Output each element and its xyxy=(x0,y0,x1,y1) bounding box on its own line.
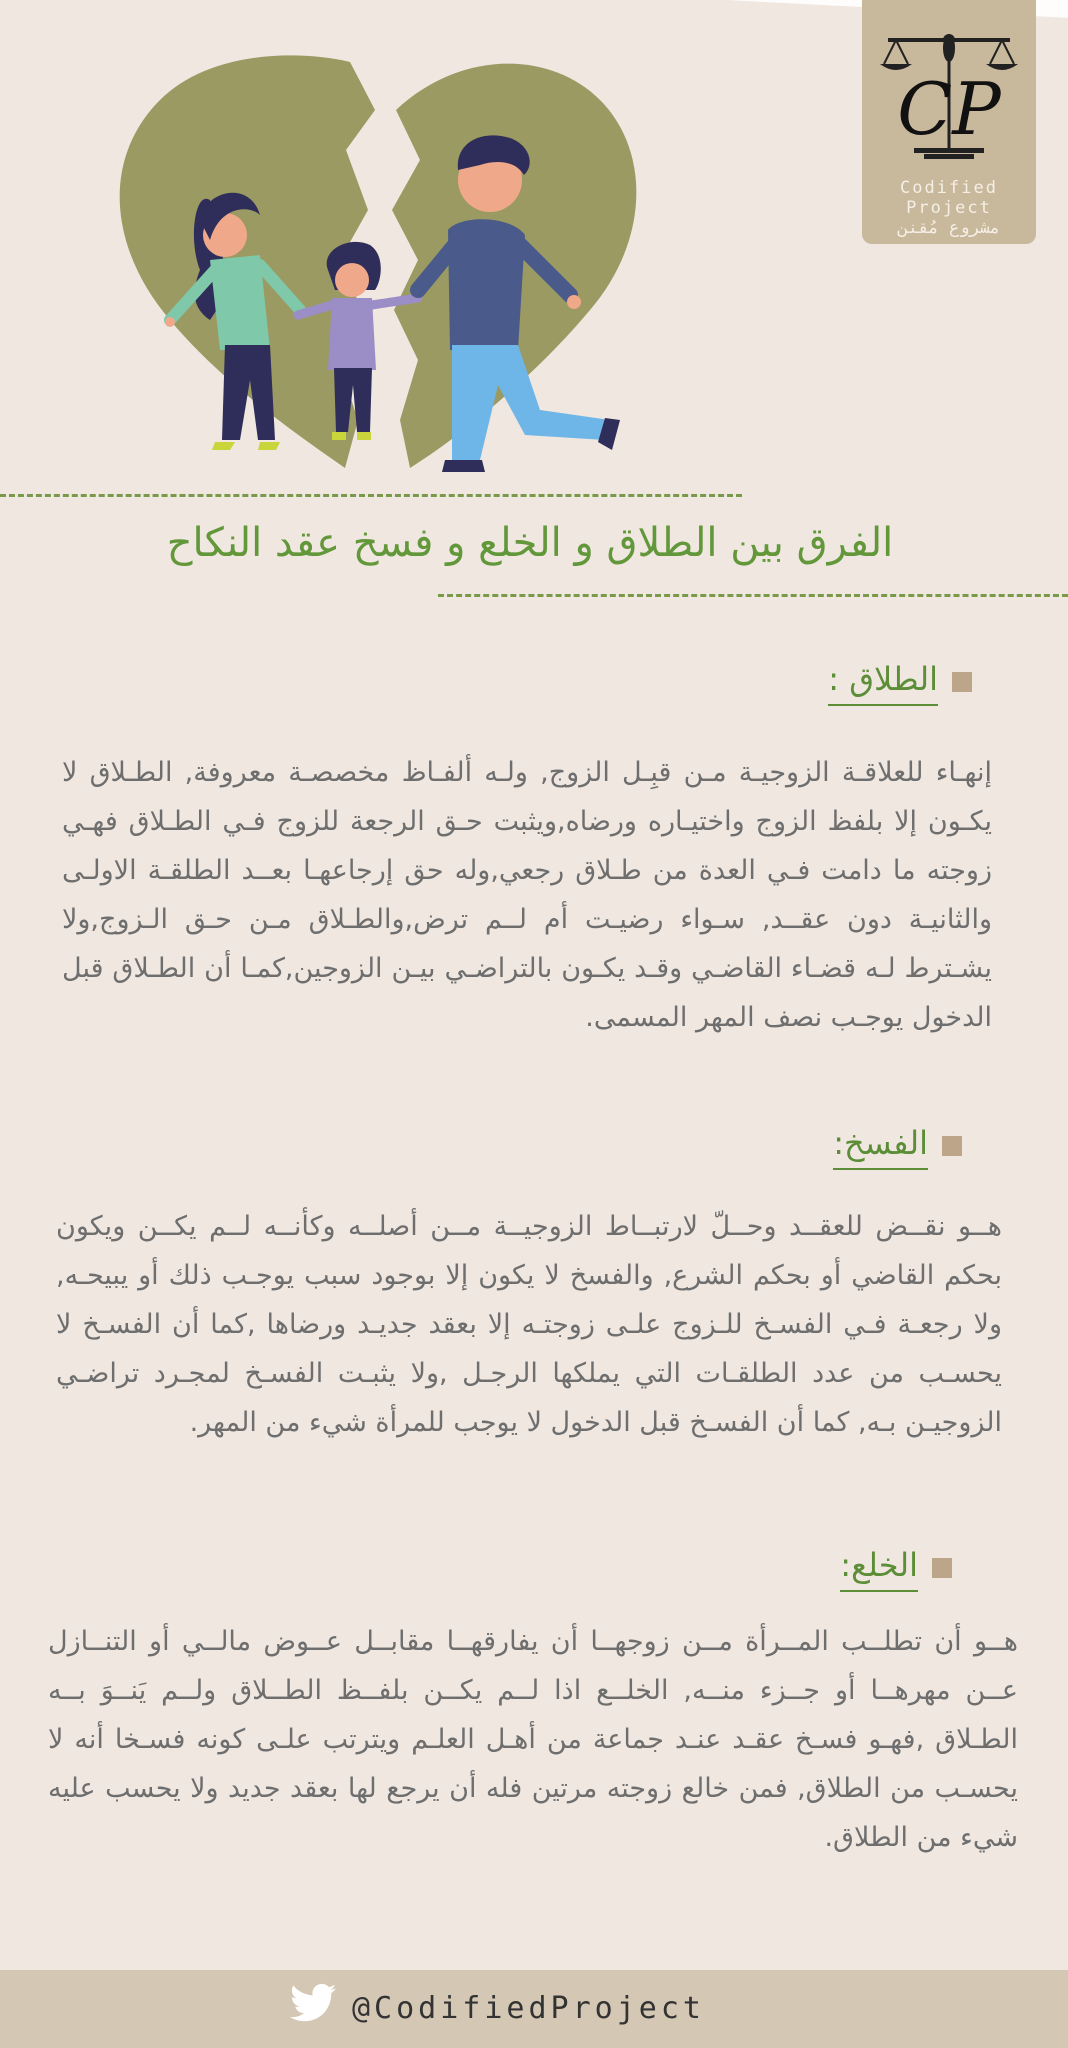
section-body-khula: هــو أن تطلــب المــرأة مــن زوجهــا أن يفارقهــا مقابــل عــوض مالــي أو التنــازل عــن مهرهــا أو جــزء منــه, الخلــع اذا لــم يكــن بلفــظ الطــلاق ولــم يَنــوَ بــه الطـلاق ,فهـو فسـخ عقـد عنـد جماعة من أهـل العلـم ويترتب علـى كونه فسـخا أنه لا يحسـب من الطلاق, فمن خالع زوجته مرتين فله أن يرجع لها بعقد جديد ولا يحسب عليه شيء من الطلاق. xyxy=(48,1626,1018,1853)
page-title: الفرق بين الطلاق و الخلع و فسخ عقد النكاح xyxy=(166,520,894,566)
section-title: الطلاق : xyxy=(828,658,938,706)
dashed-divider-bottom xyxy=(438,594,1068,597)
twitter-bird-icon[interactable] xyxy=(290,1983,336,2023)
logo-name-ar: مشروع مُقنن xyxy=(897,218,1001,238)
section-title: الخلع: xyxy=(840,1544,918,1592)
section-heading-talaq xyxy=(828,658,972,706)
section-heading-khula xyxy=(840,1544,952,1592)
bullet-square-icon xyxy=(942,1136,962,1156)
section-body-faskh: هــو نقــض للعقــد وحــلّ لارتبــاط الزوجيــة مــن أصلــه وكأنــه لــم يكــن ويكون بحكم القاضي أو بحكم الشرع, والفسخ لا يكون إلا بوجود سبب يوجـب ذلك أو يبيحـه, ولا رجعـة فـي الفسـخ للـزوج علـى زوجتـه إلا بعقد جديـد ورضاها ,كما أن الفسـخ لا يحسـب من عدد الطلقـات التي يملكها الرجـل ,ولا يثبـت الفسـخ لمجـرد تراضـي الزوجيـن بـه, كما أن الفسـخ قبل الدخول لا يوجب للمرأة شيء من المهر. xyxy=(56,1211,1002,1438)
svg-text:CP: CP xyxy=(897,67,1001,151)
broken-heart-family-illustration xyxy=(100,40,660,480)
scales-cp-monogram-icon xyxy=(874,22,1024,172)
logo xyxy=(862,0,1036,244)
bullet-square-icon xyxy=(932,1558,952,1578)
twitter-handle-link[interactable]: @CodifiedProject xyxy=(352,1991,705,2026)
section-title: الفسخ: xyxy=(833,1122,928,1170)
logo-name-en: Codified Project xyxy=(900,178,998,218)
dashed-divider-top xyxy=(0,494,742,497)
bullet-square-icon xyxy=(952,672,972,692)
section-heading-faskh xyxy=(833,1122,962,1170)
section-body-talaq: إنهـاء للعلاقـة الزوجيـة مـن قبِـل الزوج, ولـه ألفـاظ مخصصـة معروفة, الطـلاق لا يكـون إلا بلفظ الزوج واختيـاره ورضاه,ويثبت حـق الرجعة للزوج فـي الطـلاق فهـي زوجته ما دامت فـي العدة من طـلاق رجعي,وله حق إرجاعهـا بعــد الطلقـة الاولـى والثانيـة دون عقــد, سـواء رضيـت أم لــم ترض,والطـلاق مـن حـق الـزوج,ولا يشـترط لـه قضـاء القاضـي وقـد يكـون بالتراضـي بيـن الزوجين,كمـا أن الطـلاق قبل الدخول يوجـب نصف المهر المسمى. xyxy=(62,757,992,1033)
